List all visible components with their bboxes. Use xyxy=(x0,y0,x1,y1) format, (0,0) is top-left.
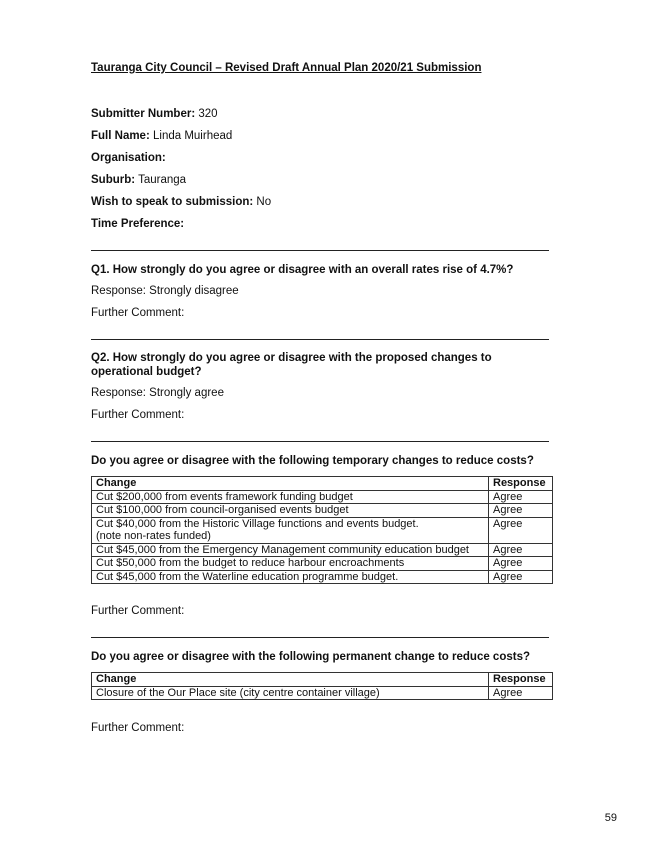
change-cell: Cut $100,000 from council-organised events budget xyxy=(92,504,489,518)
full-name-label: Full Name: xyxy=(91,130,150,142)
divider xyxy=(91,339,549,340)
response-cell: Agree xyxy=(489,504,553,518)
change-cell: Cut $45,000 from the Emergency Management community education budget xyxy=(92,543,489,557)
change-cell: Cut $50,000 from the budget to reduce harbour encroachments xyxy=(92,557,489,571)
temporary-changes-table xyxy=(91,476,553,584)
wish-to-speak xyxy=(91,196,271,208)
full-name xyxy=(91,130,232,142)
table-row xyxy=(92,686,553,700)
table-row xyxy=(92,517,553,543)
change-note: (note non-rates funded) xyxy=(96,530,211,542)
suburb-label: Suburb: xyxy=(91,174,136,186)
permanent-change-table xyxy=(91,672,553,700)
table-row xyxy=(92,543,553,557)
table-header-row xyxy=(92,477,553,491)
time-preference-label: Time Preference: xyxy=(91,218,185,230)
table-row xyxy=(92,490,553,504)
response-cell: Agree xyxy=(489,543,553,557)
wish-to-speak-label: Wish to speak to submission: xyxy=(91,196,254,208)
change-cell: Cut $45,000 from the Waterline education programme budget. xyxy=(92,570,489,584)
table-row xyxy=(92,504,553,518)
perm-question: Do you agree or disagree with the following permanent change to reduce costs? xyxy=(91,651,530,663)
organisation-label: Organisation: xyxy=(91,152,166,164)
time-preference xyxy=(91,218,184,230)
q1-response: Response: Strongly disagree xyxy=(91,285,239,297)
table-row xyxy=(92,557,553,571)
temp-comment: Further Comment: xyxy=(91,605,185,617)
column-header-response: Response xyxy=(489,673,553,687)
submitter-number-label: Submitter Number: xyxy=(91,108,196,120)
q2-comment: Further Comment: xyxy=(91,409,185,421)
temp-question: Do you agree or disagree with the following temporary changes to reduce costs? xyxy=(91,455,534,467)
q2-response: Response: Strongly agree xyxy=(91,387,224,399)
divider xyxy=(91,637,549,638)
column-header-change: Change xyxy=(92,477,489,491)
table-row xyxy=(92,570,553,584)
column-header-response: Response xyxy=(489,477,553,491)
change-cell xyxy=(92,517,489,543)
response-cell: Agree xyxy=(489,490,553,504)
q2-question: Q2. How strongly do you agree or disagree with the proposed changes to operational budget? xyxy=(91,352,492,378)
response-cell: Agree xyxy=(489,517,553,543)
divider xyxy=(91,250,549,251)
page-number: 59 xyxy=(604,812,617,824)
divider xyxy=(91,441,549,442)
response-cell: Agree xyxy=(489,686,553,700)
submitter-number xyxy=(91,108,218,120)
response-cell: Agree xyxy=(489,557,553,571)
suburb-value: Tauranga xyxy=(138,174,187,186)
change-cell: Closure of the Our Place site (city centre container village) xyxy=(92,686,489,700)
column-header-change: Change xyxy=(92,673,489,687)
change-cell: Cut $200,000 from events framework funding budget xyxy=(92,490,489,504)
q1-question: Q1. How strongly do you agree or disagree with an overall rates rise of 4.7%? xyxy=(91,264,514,276)
document-title: Tauranga City Council – Revised Draft Annual Plan 2020/21 Submission xyxy=(91,62,482,74)
wish-to-speak-value: No xyxy=(256,196,272,208)
perm-comment: Further Comment: xyxy=(91,722,185,734)
change-text: Cut $40,000 from the Historic Village functions and events budget. xyxy=(96,517,419,530)
organisation xyxy=(91,152,166,164)
full-name-value: Linda Muirhead xyxy=(153,130,233,142)
suburb xyxy=(91,174,186,186)
table-header-row xyxy=(92,673,553,687)
submitter-number-value: 320 xyxy=(198,108,218,120)
response-cell: Agree xyxy=(489,570,553,584)
q1-comment: Further Comment: xyxy=(91,307,185,319)
